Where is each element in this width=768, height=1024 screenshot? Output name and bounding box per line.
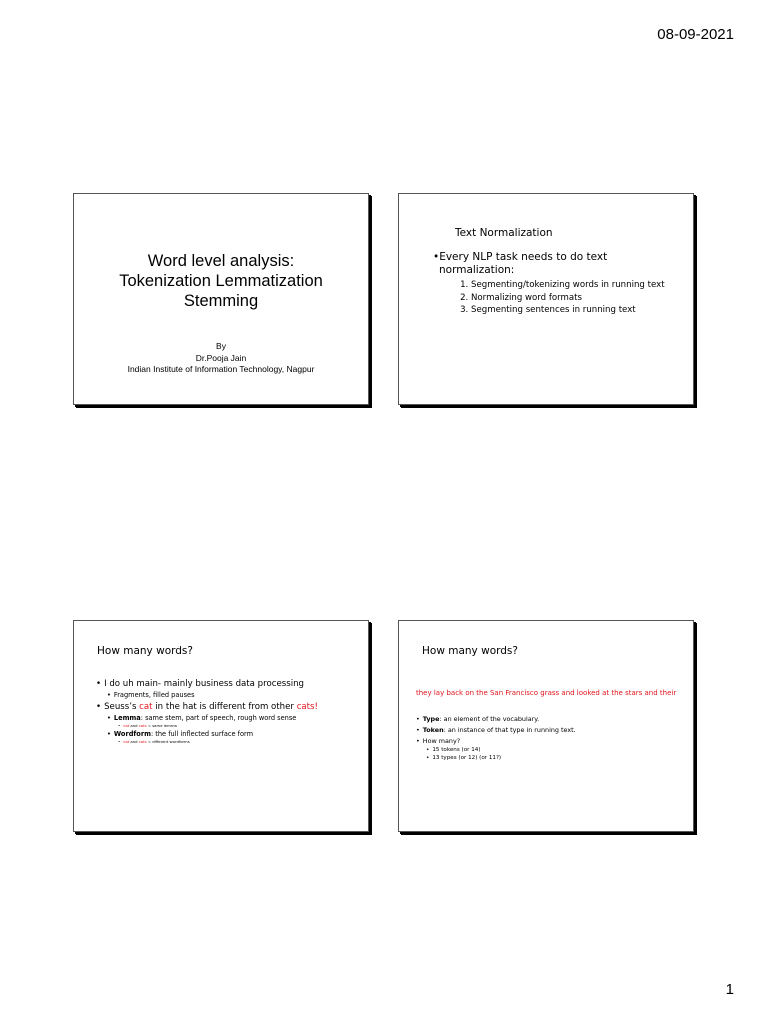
institute-name: Indian Institute of Information Technology, Nagpur [127,364,315,374]
bullet-text: = different wordforms [146,739,190,744]
slide-title [73,193,369,405]
bullet-text: I do uh main- mainly business data processing [104,679,304,689]
slide-heading: How many words? [97,645,193,657]
title-line-1: Word level analysis: [147,252,295,270]
title-line-2: Tokenization Lemmatization [119,272,323,290]
bullet-item [416,714,689,725]
bullet-item [96,678,364,690]
slide-body [416,714,689,762]
slide-heading: Text Normalization [455,227,553,239]
page-number: 1 [725,981,734,998]
bullet-text: : an element of the vocabulary. [439,715,540,723]
term-label: Token [422,726,444,734]
highlight-word: cat [123,739,130,744]
bullet-text: in the hat is different from other [152,702,297,712]
bullet-text: and [129,739,139,744]
bullet-text: : the full inflected surface form [150,730,254,738]
page-date: 08-09-2021 [657,26,734,43]
slide-body [433,251,687,317]
by-label: By [216,341,226,351]
list-item: 1. Segmenting/tokenizing words in running text [471,279,687,292]
sub-bullet-item [416,755,689,763]
bullet-item [96,701,364,713]
bullet-text: Seuss’s [104,702,140,712]
slide-title-heading [74,251,368,311]
highlight-word: cats [138,739,147,744]
normalization-list [433,279,687,317]
slide-text-normalization [398,193,694,405]
bullet-line-1: •Every NLP task needs to do text [433,251,608,263]
slide-how-many-words-2 [398,620,694,832]
example-sentence: they lay back on the San Francisco grass and looked at the stars and their [416,689,677,697]
sub-bullet-item [416,747,689,755]
highlight-word: cats [138,723,147,728]
bullet-text: 15 tokens (or 14) [432,747,481,753]
term-label: Lemma [113,714,141,722]
highlight-word: cat [139,702,153,712]
term-label: Type [422,715,440,723]
bullet-text: Fragments, filled pauses [113,691,195,699]
highlight-word: cat [123,723,130,728]
slide-how-many-words-1 [73,620,369,832]
author-name: Dr.Pooja Jain [195,352,247,363]
sub-bullet-item [96,729,364,739]
sub-bullet-item [96,690,364,700]
list-item: 3. Segmenting sentences in running text [471,304,687,317]
bullet-text: : an instance of that type in running text. [443,726,576,734]
slide-body [96,678,364,745]
list-item: 2. Normalizing word formats [471,292,687,305]
bullet-line-2: normalization: [439,264,515,276]
term-label: Wordform [113,730,151,738]
sub-sub-bullet-item [96,739,364,745]
bullet-text: = same lemma [146,723,177,728]
bullet-item [416,725,689,736]
bullet-text: and [129,723,139,728]
highlight-word: cats! [296,702,318,712]
bullet-text: 13 types (or 12) (or 11?) [432,754,502,761]
bullet-text: : same stem, part of speech, rough word sense [140,714,297,722]
slide-heading: How many words? [422,645,518,657]
author-block [74,341,368,376]
bullet-item [416,736,689,747]
title-line-3: Stemming [183,292,259,310]
bullet-text: How many? [422,737,461,745]
sub-bullet-item [96,713,364,723]
